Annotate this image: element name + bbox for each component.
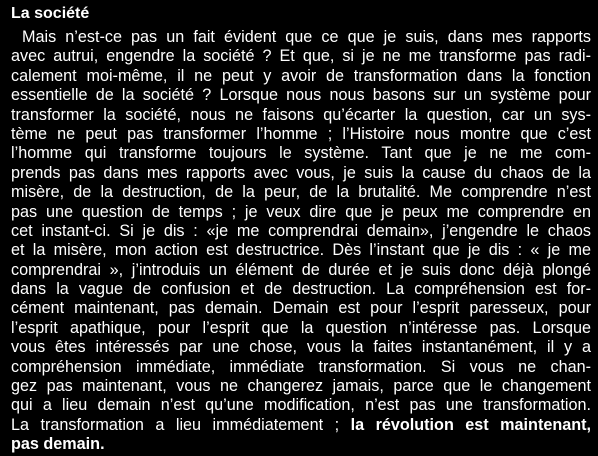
text-line: dans la vague de confusion et de destruction. La compréhension est for- bbox=[11, 280, 591, 299]
text-line: gez pas maintenant, vous ne changerez jamais, parce que le changement bbox=[11, 377, 591, 396]
text-line: qui a lieu demain n’est qu’une modification, n’est pas une transformation. bbox=[11, 396, 591, 415]
closing-line: pas demain. bbox=[11, 435, 105, 454]
text-line: misère, de la destruction, de la peur, de la brutalité. Me comprendre n’est bbox=[11, 183, 591, 202]
text-body bbox=[11, 28, 591, 455]
text-line: vous êtes intéressés par une chose, vous la faites instantanément, il y a bbox=[11, 338, 591, 357]
text-line: tème ne peut pas transformer l’homme ; l’Histoire nous montre que c’est bbox=[11, 124, 591, 143]
final-line-bold: la révolution est maintenant, bbox=[350, 415, 591, 434]
text-line: et la misère, mon action est destructrice. Dès l’instant que je dis : « je me bbox=[11, 241, 591, 260]
final-line-regular: La transformation a lieu immédiatement ; bbox=[11, 415, 351, 434]
text-line: essentielle de la société ? Lorsque nous nous basons sur un système pour bbox=[11, 86, 591, 105]
text-line: pas une question de temps ; je veux dire que je peux me comprendre en bbox=[11, 202, 591, 221]
text-line: prends pas dans mes rapports avec vous, je suis la cause du chaos de la bbox=[11, 163, 591, 182]
text-line: Mais n’est-ce pas un fait évident que ce que je suis, dans mes rapports bbox=[22, 28, 591, 46]
text-line: cément maintenant, pas demain. Demain est pour l’esprit paresseux, pour bbox=[11, 299, 591, 318]
text-line: cet instant-ci. Si je dis : «je me comprendrai demain», j’engendre le chaos bbox=[11, 221, 591, 240]
text-line-final bbox=[11, 416, 591, 435]
text-line: compréhension immédiate, immédiate transformation. Si vous ne chan- bbox=[11, 357, 591, 376]
text-line: calement moi-même, il ne peut y avoir de transformation dans la fonction bbox=[11, 66, 591, 85]
text-line: transformer la société, nous ne faisons qu’écarter la question, car un sys- bbox=[11, 105, 591, 124]
text-line: l’esprit apathique, pour l’esprit que la question n’intéresse pas. Lorsque bbox=[11, 318, 591, 337]
section-title: La société bbox=[11, 5, 90, 22]
text-line: avec autrui, engendre la société ? Et que, si je ne me transforme pas radi- bbox=[11, 47, 591, 66]
text-line: comprendrai », j’introduis un élément de durée et je suis donc déjà plongé bbox=[11, 260, 591, 279]
text-line: l’homme qui transforme toujours le système. Tant que je ne me com- bbox=[11, 144, 591, 163]
